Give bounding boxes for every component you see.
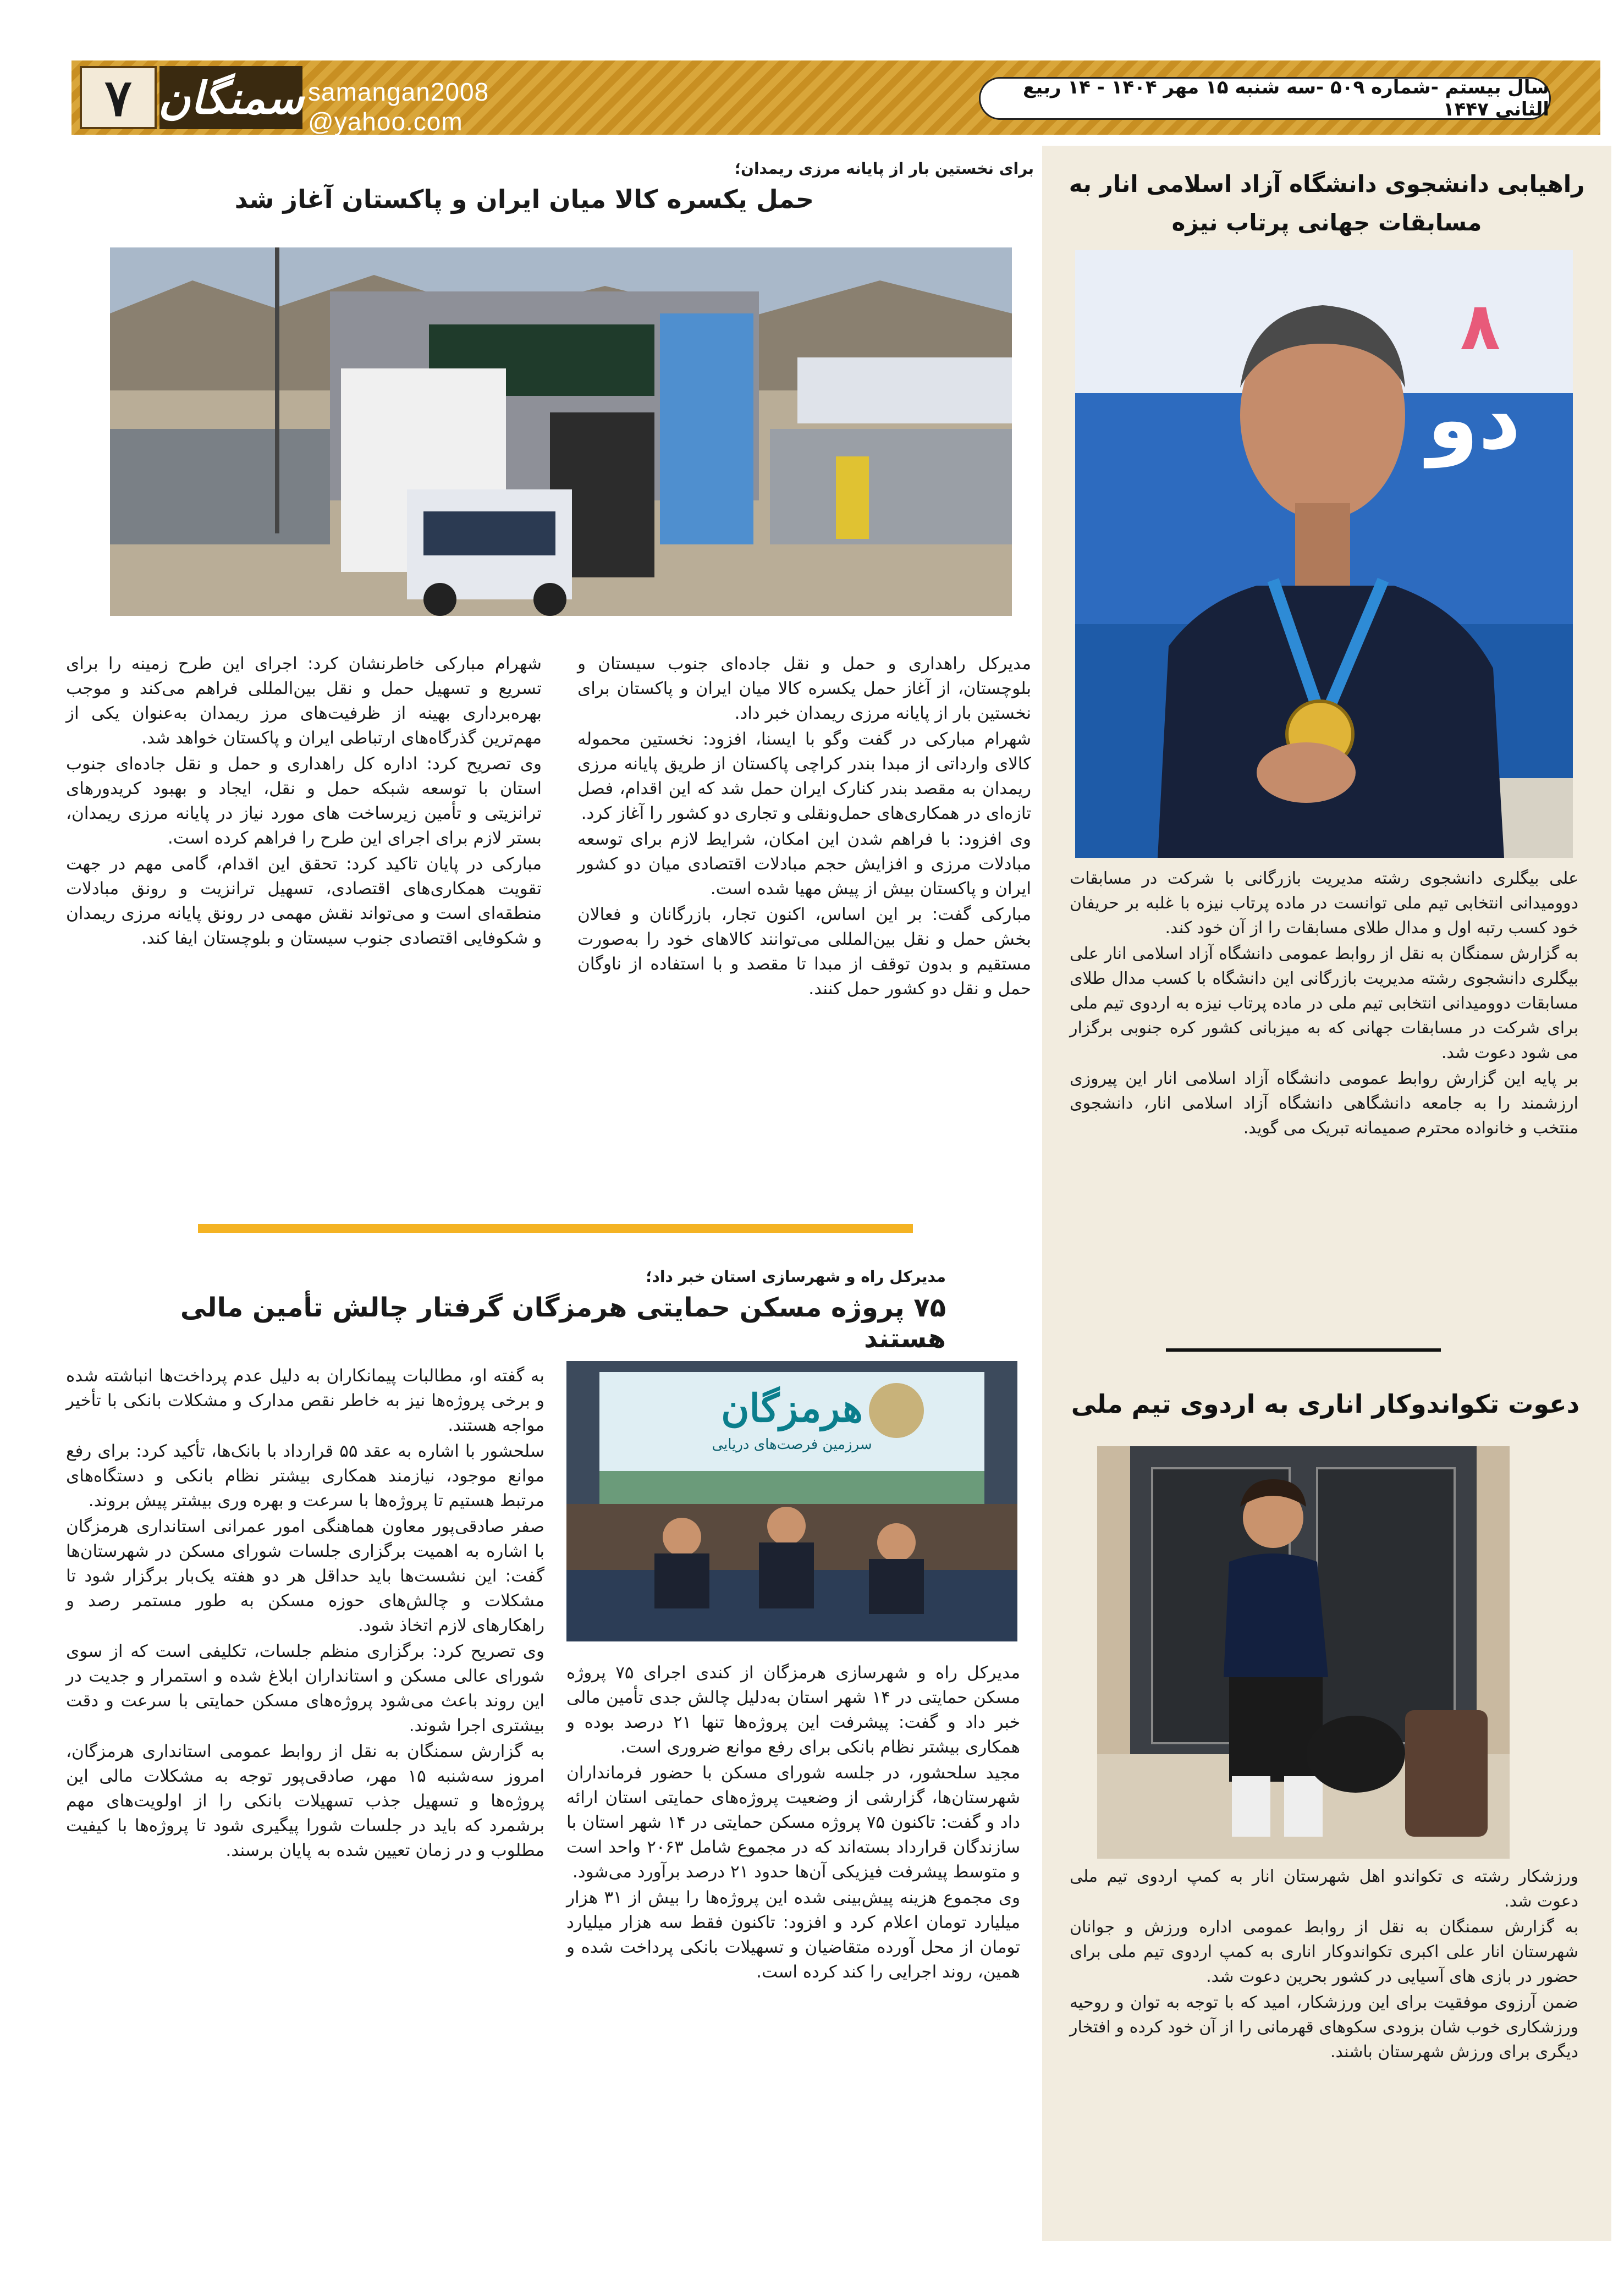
sidebar-story1-title: راهیابی دانشجوی دانشگاه آزاد اسلامی انار به مسابقات جهانی پرتاب نیزه (1069, 170, 1585, 236)
article2-kicker: مدیرکل راه و شهرسازی استان خبر داد؛ (646, 1268, 946, 1286)
taekwondo-athlete-photo (1097, 1446, 1510, 1859)
paragraph: به گفته او، مطالبات پیمانکاران به دلیل عدم پرداخت‌ها انباشته شده و برخی پروژه‌ها نیز به خاطر نقص مدارک و مشکلات بانکی با تأخیر مواجه هستند. (66, 1366, 544, 1435)
paragraph: به گزارش سمنگان به نقل از روابط عمومی استانداری هرمزگان، امروز سه‌شنبه ۱۵ مهر، صادقی‌پور توجه به مشکلات مالی این پروژه‌ها و تسهیل جذب تسهیلات بانکی را از اولویت‌های مهم برشمرد که باید در جلسات شورا پیگیری شود تا پروژه‌ها با کیفیت مطلوب و در زمان تعیین شده به پایان برسند. (66, 1742, 545, 1860)
sidebar-story2-body (1070, 1864, 1578, 2227)
paragraph: مدیرکل راهداری و حمل و نقل جاده‌ای جنوب سیستان و بلوچستان، از آغاز حمل یکسره کالا میان ایران و پاکستان برای نخستین بار از پایانه مرزی ریمدان خبر داد. (577, 654, 1031, 723)
paragraph: وی مجموع هزینه پیش‌بینی شده این پروژه‌ها را بیش از ۳۱ هزار میلیارد تومان اعلام کرد و افزود: تاکنون فقط سه هزار میلیارد تومان از محل آورده متقاضیان و تسهیلات بانکی پرداخت شده و همین، روند اجرایی را کند کرده است. (566, 1888, 1020, 1982)
issue-info: سال بیستم -شماره ۵۰۹ -سه شنبه ۱۵ مهر ۱۴۰۴ - ۱۴ ربیع الثانی ۱۴۴۷ (979, 77, 1551, 120)
paragraph: ورزشکار رشته ی تکواندو اهل شهرستان انار به کمپ اردوی تیم ملی دعوت شد. (1070, 1867, 1578, 1911)
photo-banner-title: هرمزگان (721, 1385, 863, 1431)
paragraph: مجید سلحشور، در جلسه شورای مسکن با حضور فرمانداران شهرستان‌ها، گزارشی از وضعیت پروژه‌های حمایتی استان ارائه داد و گفت: تاکنون ۷۵ پروژه مسکن حمایتی در ۱۴ شهر استان با سازندگان قرارداد بسته‌اند که در مجموع شامل ۲۰۶۳ واحد است و متوسط پیشرفت فیزیکی آن‌ها حدود ۲۱ درصد برآورد می‌شود. (566, 1763, 1020, 1882)
paragraph: صفر صادقی‌پور معاون هماهنگی امور عمرانی استانداری هرمزگان با اشاره به اهمیت برگزاری جلسات شورای مسکن در شهرستان‌ها گفت: این نشست‌ها باید حداقل هر دو هفته یک‌بار برگزار شود تا مشکلات و چالش‌های حوزه مسکن به طور مستمر رصد و راهکارهای لازم اتخاذ شود. (66, 1517, 544, 1635)
paragraph: وی افزود: با فراهم شدن این امکان، شرایط لازم برای توسعه مبادلات مرزی و افزایش حجم مبادلات اقتصادی میان دو کشور ایران و پاکستان بیش از پیش مهیا شده است. (577, 829, 1031, 899)
housing-meeting-photo (566, 1361, 1017, 1641)
svg-text:دو: دو (1427, 372, 1521, 468)
border-terminal-photo (110, 247, 1012, 616)
paragraph: به گزارش سمنگان به نقل از روابط عمومی اداره ورزش و جوانان شهرستان انار علی اکبری تکواندوکار اناری به کمپ اردوی تیم ملی برای حضور در بازی های آسیایی در کشور بحرین دعوت شد. (1070, 1918, 1578, 1986)
newspaper-logo: سمنگان (159, 66, 302, 129)
page-number: ۷ (80, 66, 157, 129)
article2-column-right (566, 1661, 1020, 2244)
paragraph: ضمن آرزوی موفقیت برای این ورزشکار، امید که با توجه به توان و روحیه ورزشکاری خوب شان بزودی سکوهای قهرمانی را از آن خود کرده و افتخار دیگری برای ورزش شهرستان باشند. (1070, 1993, 1578, 2062)
javelin-athlete-photo (1075, 250, 1573, 858)
photo-banner-subtitle: سرزمین فرصت‌های دریایی (712, 1436, 872, 1453)
paragraph: بر پایه این گزارش روابط عمومی دانشگاه آزاد اسلامی انار این پیروزی ارزشمند را به جامعه دانشگاهی دانشگاه آزاد اسلامی انار، دانشجوی منتخب و خانواده محترم صمیمانه تبریک می گوید. (1070, 1069, 1578, 1138)
divider (1166, 1348, 1441, 1352)
paragraph: علی بیگلری دانشجوی رشته مدیریت بازرگانی با شرکت در مسابقات دوومیدانی انتخابی تیم ملی توانست در ماده پرتاب نیزه با غلبه بر حریفان خود کسب رتبه اول و مدال طلای مسابقات را از آن خود کند. (1070, 869, 1578, 938)
svg-text:٨: ٨ (1460, 289, 1501, 365)
section-rule (198, 1224, 913, 1233)
paragraph: سلحشور با اشاره به عقد ۵۵ قرارداد با بانک‌ها، تأکید کرد: برای رفع موانع موجود، نیازمند همکاری بیشتر نظام بانکی و دستگاه‌های مرتبط هستیم تا پروژه‌ها با سرعت و بهره وری بیشتر پیش بروند. (66, 1441, 544, 1511)
paragraph: مبارکی در پایان تاکید کرد: تحقق این اقدام، گامی مهم در جهت تقویت همکاری‌های اقتصادی، تسهیل ترانزیت و رونق مبادلات منطقه‌ای است و می‌تواند نقش مهمی در رونق پایانه مرزی ریمدان و شکوفایی اقتصادی جنوب سیستان و بلوچستان ایفا کند. (66, 854, 542, 948)
paragraph: وی تصریح کرد: اداره کل راهداری و حمل و نقل جاده‌ای جنوب استان با توسعه شبکه حمل و نقل، ایجاد و بهبود کریدورهای ترانزیتی و تأمین زیرساخت های مورد نیاز در پایانه مرزی ریمدان، بستر لازم برای اجرای این طرح را فراهم کرده است. (66, 754, 542, 848)
paragraph: مبارکی گفت: بر این اساس، اکنون تجار، بازرگانان و فعالان بخش حمل و نقل بین‌المللی می‌توانند کالاهای خود را به‌صورت مستقیم و بدون توقف از مبدا تا مقصد و با استفاده از ناوگان حمل و نقل دو کشور حمل کنند. (577, 905, 1031, 999)
article1-kicker: برای نخستین بار از پایانه مرزی ریمدان؛ (734, 159, 1034, 178)
article1-column-right (577, 652, 1031, 1202)
article1-column-left (66, 652, 542, 1202)
paragraph: شهرام مبارکی در گفت وگو با ایسنا، افزود: نخستین محموله کالای وارداتی از مبدا بندر کراچی پاکستان از طریق پایانه مرزی ریمدان به مقصد بندر کنارک ایران حمل شد که این اقدام، فصل تازه‌ای در همکاری‌های حمل‌ونقلی و تجاری دو کشور را آغاز کرد. (577, 729, 1031, 823)
paragraph: وی تصریح کرد: برگزاری منظم جلسات، تکلیفی است که از سوی شورای عالی مسکن و استانداران ابلاغ شده و استمرار و جدیت در این روند باعث می‌شود پروژه‌های مسکن حمایتی با سرعت و دقت بیشتری اجرا شوند. (66, 1641, 544, 1735)
article2-column-left (66, 1364, 544, 2244)
sidebar-story1-body (1070, 866, 1578, 1306)
paragraph: به گزارش سمنگان به نقل از روابط عمومی دانشگاه آزاد اسلامی انار علی بیگلری دانشجوی رشته مدیریت بازرگانی این دانشگاه با کسب مدال طلای مسابقات دوومیدانی انتخابی تیم ملی در ماده پرتاب نیزه به اردوی تیم ملی برای شرکت در مسابقات جهانی که به میزبانی کشور کره جنوبی برگزار می شود دعوت شد. (1070, 944, 1578, 1062)
article2-headline: ۷۵ پروژه مسکن حمایتی هرمزگان گرفتار چالش تأمین مالی هستند (180, 1292, 946, 1354)
paragraph: شهرام مبارکی خاطرنشان کرد: اجرای این طرح زمینه را برای تسریع و تسهیل حمل و نقل بین‌المللی فراهم می‌کند و موجب بهره‌برداری بهینه از ظرفیت‌های مرز ریمدان به‌عنوان یکی از مهم‌ترین گذرگاه‌های ارتباطی ایران و پاکستان خواهد شد. (66, 654, 542, 748)
contact-email[interactable]: samangan2008 @yahoo.com (308, 78, 489, 136)
article1-headline: حمل یکسره کالا میان ایران و پاکستان آغاز شد (234, 184, 814, 214)
paragraph: مدیرکل راه و شهرسازی هرمزگان از کندی اجرای ۷۵ پروژه مسکن حمایتی در ۱۴ شهر استان به‌دلیل چالش جدی تأمین مالی خبر داد و گفت: پیشرفت این پروژه‌ها تنها ۲۱ درصد بوده و همکاری بیشتر نظام بانکی برای رفع موانع ضروری است. (566, 1663, 1021, 1757)
sidebar-story2-title: دعوت تکواندوکار اناری به اردوی تیم ملی (1071, 1389, 1580, 1419)
